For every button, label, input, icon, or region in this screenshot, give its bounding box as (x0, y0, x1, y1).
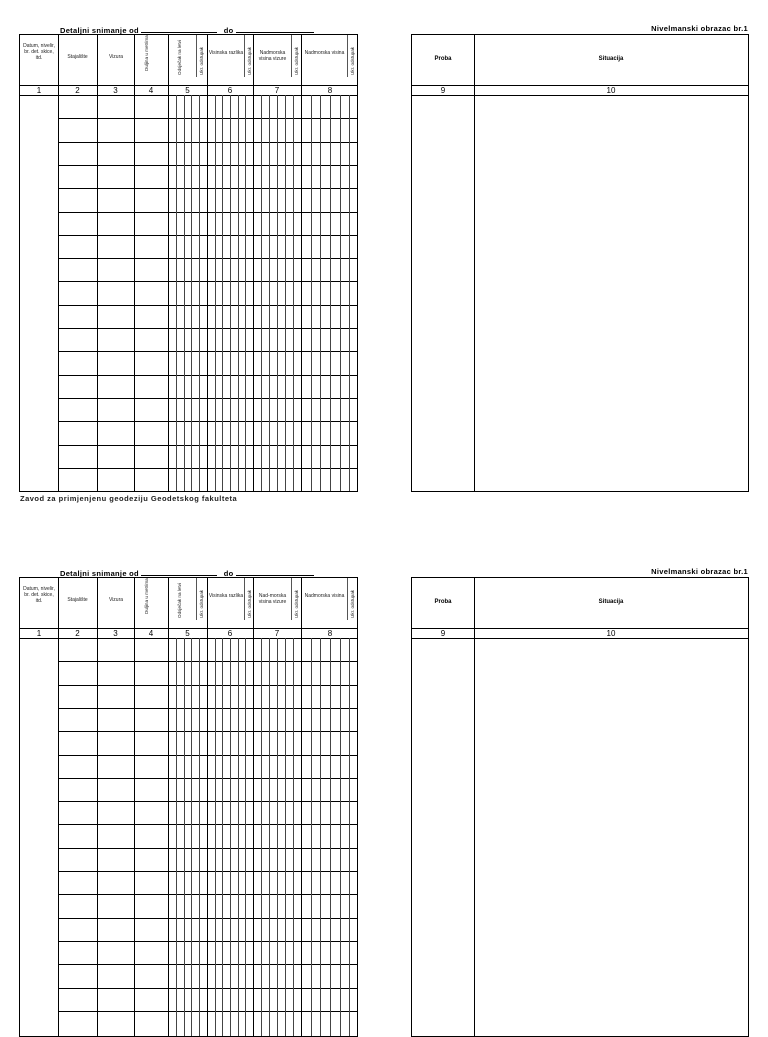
digit-line (293, 95, 294, 491)
header-vizura: Vizura (108, 54, 124, 60)
digit-line (340, 95, 341, 491)
digit-line (277, 95, 278, 491)
title-prefix: Detaljni snimanje od (60, 569, 139, 578)
col-number: 1 (36, 86, 42, 95)
digit-line (176, 638, 177, 1036)
col-number: 7 (274, 629, 280, 638)
header-odsjecak: Odsječak na letvi (177, 40, 182, 75)
col-number: 8 (327, 86, 333, 95)
header-visinska-razlika: Visinska razlika (208, 50, 244, 56)
title-prefix: Detaljni snimanje od (60, 26, 139, 35)
digit-line (184, 638, 185, 1036)
digit-line (320, 95, 321, 491)
digit-line (285, 95, 286, 491)
digit-line (269, 95, 270, 491)
footer-text: Zavod za primjenjenu geodeziju Geodetskog fakulteta (20, 494, 238, 503)
date-from-field[interactable] (141, 24, 217, 33)
digit-line (215, 95, 216, 491)
date-to-field[interactable] (236, 24, 314, 33)
digit-line (230, 638, 231, 1036)
digit-line (215, 638, 216, 1036)
header-ukr-3: Ukr. odstupak (294, 46, 299, 75)
col-number: 3 (113, 86, 118, 95)
col-number: 6 (227, 629, 233, 638)
header-situacija: Situacija (598, 56, 624, 62)
header-vizura: Vizura (108, 597, 124, 603)
header-ukr-2: Ukr. odstupak (247, 46, 252, 75)
digit-line (349, 638, 350, 1036)
col-number: 2 (75, 629, 80, 638)
digit-line (269, 638, 270, 1036)
col-number: 5 (185, 629, 190, 638)
col-number: 4 (148, 629, 154, 638)
digit-line (320, 638, 321, 1036)
date-from-field[interactable] (141, 567, 217, 576)
digit-line (176, 95, 177, 491)
right-form-title: Nivelmanski obrazac br.1 (651, 567, 748, 576)
header-datum: Datum, nivelir, br. det. skice, itd. (23, 586, 55, 604)
date-to-field[interactable] (236, 567, 314, 576)
header-situacija: Situacija (598, 599, 624, 605)
digit-line (293, 638, 294, 1036)
digit-line (238, 95, 239, 491)
digit-line (199, 95, 200, 491)
digit-line (330, 638, 331, 1036)
header-proba: Proba (434, 56, 452, 62)
digit-line (222, 95, 223, 491)
header-ukr-1: Ukr. odstupak (199, 46, 204, 75)
col-number: 10 (606, 629, 616, 638)
col-number: 1 (36, 629, 42, 638)
right-table (411, 577, 749, 1037)
header-nadmorska-visina: Nadmorska visina (304, 50, 345, 56)
digit-line (349, 95, 350, 491)
digit-grid (168, 638, 357, 1036)
digit-line (285, 638, 286, 1036)
digit-line (277, 638, 278, 1036)
col-number: 2 (75, 86, 80, 95)
digit-line (184, 95, 185, 491)
header-nadmorska-vizure: Nad-morska visina vizure (258, 593, 287, 605)
header-odsjecak: Odsječak na letvi (177, 583, 182, 618)
digit-line (330, 95, 331, 491)
header-proba: Proba (434, 599, 452, 605)
digit-line (238, 638, 239, 1036)
col-number: 8 (327, 629, 333, 638)
digit-line (311, 95, 312, 491)
digit-line (199, 638, 200, 1036)
digit-line (191, 95, 192, 491)
header-visinska-razlika: Visinska razlika (208, 593, 244, 599)
digit-line (230, 95, 231, 491)
header-ukr-4: Ukr. odstupak (350, 589, 355, 618)
col-number: 9 (440, 86, 446, 95)
header-ukr-1: Ukr. odstupak (199, 589, 204, 618)
header-duljina: Duljina u metrima (144, 35, 149, 71)
title-to: do (223, 569, 234, 578)
col-number: 6 (227, 86, 233, 95)
digit-grid (168, 95, 357, 491)
digit-line (245, 638, 246, 1036)
digit-line (191, 638, 192, 1036)
header-datum: Datum, nivelir, br. det. skice, itd. (23, 43, 55, 61)
digit-line (340, 638, 341, 1036)
header-stajaliste: Stajalište (67, 54, 88, 60)
header-stajaliste: Stajalište (67, 597, 88, 603)
header-duljina: Duljina u metrima (144, 578, 149, 614)
header-ukr-3: Ukr. odstupak (294, 589, 299, 618)
title-to: do (223, 26, 234, 35)
right-table (411, 34, 749, 492)
col-number: 3 (113, 629, 118, 638)
header-ukr-4: Ukr. odstupak (350, 46, 355, 75)
col-number: 7 (274, 86, 280, 95)
digit-line (245, 95, 246, 491)
col-number: 5 (185, 86, 190, 95)
col-number: 9 (440, 629, 446, 638)
left-table (19, 577, 358, 1037)
header-nadmorska-vizure: Nadmorska visina vizure (258, 50, 287, 62)
col-number: 10 (606, 86, 616, 95)
right-form-title: Nivelmanski obrazac br.1 (651, 24, 748, 33)
digit-line (222, 638, 223, 1036)
digit-line (261, 638, 262, 1036)
header-ukr-2: Ukr. odstupak (247, 589, 252, 618)
header-nadmorska-visina: Nadmorska visina (304, 593, 345, 599)
digit-line (261, 95, 262, 491)
left-table (19, 34, 358, 492)
digit-line (311, 638, 312, 1036)
col-number: 4 (148, 86, 154, 95)
